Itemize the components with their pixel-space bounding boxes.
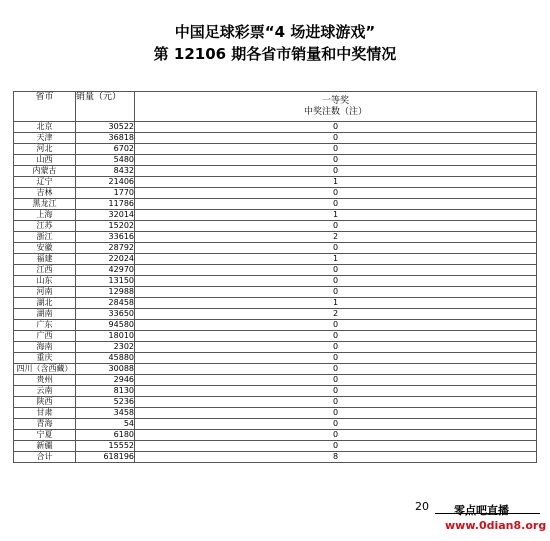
brand-url-watermark: www.0dian8.org [445,519,547,532]
winners-cell: 0 [135,265,537,276]
sales-cell: 36818 [76,133,135,144]
sales-cell: 28458 [76,298,135,309]
document-title-line1: 中国足球彩票“4 场进球游戏” [174,23,376,41]
province-cell: 海南 [14,342,76,353]
table-row [14,199,537,210]
province-cell: 陕西 [14,397,76,408]
table-row [14,210,537,221]
sales-cell: 30088 [76,364,135,375]
province-cell: 浙江 [14,232,76,243]
winners-cell: 8 [135,452,537,463]
province-cell: 河北 [14,144,76,155]
sales-cell: 32014 [76,210,135,221]
winners-cell: 0 [135,221,537,232]
brand-watermark: 零点吧直播 [454,504,509,517]
winners-cell: 0 [135,287,537,298]
sales-cell: 54 [76,419,135,430]
province-cell: 辽宁 [14,177,76,188]
winners-cell: 1 [135,254,537,265]
table-row [14,320,537,331]
province-cell: 宁夏 [14,430,76,441]
table-header-row [14,92,537,122]
sales-table [13,91,537,463]
document-title-line2: 第 12106 期各省市销量和中奖情况 [153,45,397,63]
winners-cell: 0 [135,320,537,331]
province-cell: 吉林 [14,188,76,199]
province-cell: 内蒙古 [14,166,76,177]
sales-cell: 2302 [76,342,135,353]
winners-cell: 0 [135,166,537,177]
table-row [14,276,537,287]
table-row [14,133,537,144]
sales-cell: 3458 [76,408,135,419]
table-row [14,254,537,265]
winners-cell: 1 [135,177,537,188]
sales-cell: 15202 [76,221,135,232]
table-row [14,243,537,254]
table-row [14,408,537,419]
table-row [14,331,537,342]
province-cell: 黑龙江 [14,199,76,210]
sales-cell: 45880 [76,353,135,364]
sales-cell: 8130 [76,386,135,397]
province-cell: 四川（含西藏） [14,364,76,375]
table-row [14,419,537,430]
winners-cell: 0 [135,199,537,210]
winners-cell: 2 [135,232,537,243]
province-cell: 河南 [14,287,76,298]
table-row [14,364,537,375]
province-cell: 山西 [14,155,76,166]
winners-cell: 0 [135,342,537,353]
table-row [14,144,537,155]
winners-cell: 0 [135,155,537,166]
sales-cell: 94580 [76,320,135,331]
sales-cell: 42970 [76,265,135,276]
winners-cell: 0 [135,331,537,342]
table-row [14,155,537,166]
sales-cell: 33650 [76,309,135,320]
province-cell: 青海 [14,419,76,430]
winners-cell: 0 [135,188,537,199]
winners-cell: 0 [135,122,537,133]
sales-cell: 12988 [76,287,135,298]
table-row [14,122,537,133]
sales-cell: 30522 [76,122,135,133]
province-cell: 云南 [14,386,76,397]
winners-cell: 0 [135,386,537,397]
winners-cell: 0 [135,408,537,419]
winners-cell: 0 [135,375,537,386]
sales-cell: 21406 [76,177,135,188]
sales-cell: 6702 [76,144,135,155]
winners-cell: 0 [135,419,537,430]
sales-cell: 22024 [76,254,135,265]
header-sales: 销量（元） [76,92,135,122]
header-first-prize [135,92,537,122]
winners-cell: 0 [135,133,537,144]
province-cell: 广东 [14,320,76,331]
table-row [14,287,537,298]
winners-cell: 1 [135,210,537,221]
page-number: 20 [415,500,429,513]
sales-cell: 15552 [76,441,135,452]
table-row [14,375,537,386]
sales-cell: 11786 [76,199,135,210]
table-row [14,232,537,243]
winners-cell: 0 [135,144,537,155]
province-cell: 江西 [14,265,76,276]
province-cell: 江苏 [14,221,76,232]
winners-cell: 0 [135,353,537,364]
table-row [14,298,537,309]
table-row [14,221,537,232]
winners-cell: 2 [135,309,537,320]
table-row [14,441,537,452]
table-row [14,452,537,463]
province-cell: 上海 [14,210,76,221]
header-prize-line1: 一等奖 [321,95,349,106]
winners-cell: 0 [135,364,537,375]
province-cell: 湖北 [14,298,76,309]
sales-cell: 5236 [76,397,135,408]
table-row [14,265,537,276]
winners-cell: 0 [135,441,537,452]
table-row [14,177,537,188]
sales-cell: 8432 [76,166,135,177]
sales-cell: 28792 [76,243,135,254]
table-row [14,430,537,441]
sales-cell: 1770 [76,188,135,199]
winners-cell: 0 [135,243,537,254]
province-cell: 山东 [14,276,76,287]
sales-cell: 18010 [76,331,135,342]
province-cell: 福建 [14,254,76,265]
table-body [14,122,537,463]
province-cell: 重庆 [14,353,76,364]
table-row [14,309,537,320]
province-cell: 天津 [14,133,76,144]
province-cell: 贵州 [14,375,76,386]
sales-cell: 2946 [76,375,135,386]
table-row [14,188,537,199]
header-province: 省市 [14,92,76,122]
sales-cell: 618196 [76,452,135,463]
winners-cell: 0 [135,397,537,408]
sales-cell: 13150 [76,276,135,287]
sales-cell: 33616 [76,232,135,243]
sales-cell: 6180 [76,430,135,441]
winners-cell: 0 [135,276,537,287]
province-cell: 合计 [14,452,76,463]
province-cell: 湖南 [14,309,76,320]
province-cell: 广西 [14,331,76,342]
table-row [14,342,537,353]
table-row [14,353,537,364]
table-row [14,397,537,408]
sales-cell: 5480 [76,155,135,166]
table-row [14,166,537,177]
winners-cell: 1 [135,298,537,309]
province-cell: 北京 [14,122,76,133]
table-row [14,386,537,397]
province-cell: 甘肃 [14,408,76,419]
province-cell: 安徽 [14,243,76,254]
province-cell: 新疆 [14,441,76,452]
header-prize-line2: 中奖注数（注） [303,106,367,117]
winners-cell: 0 [135,430,537,441]
